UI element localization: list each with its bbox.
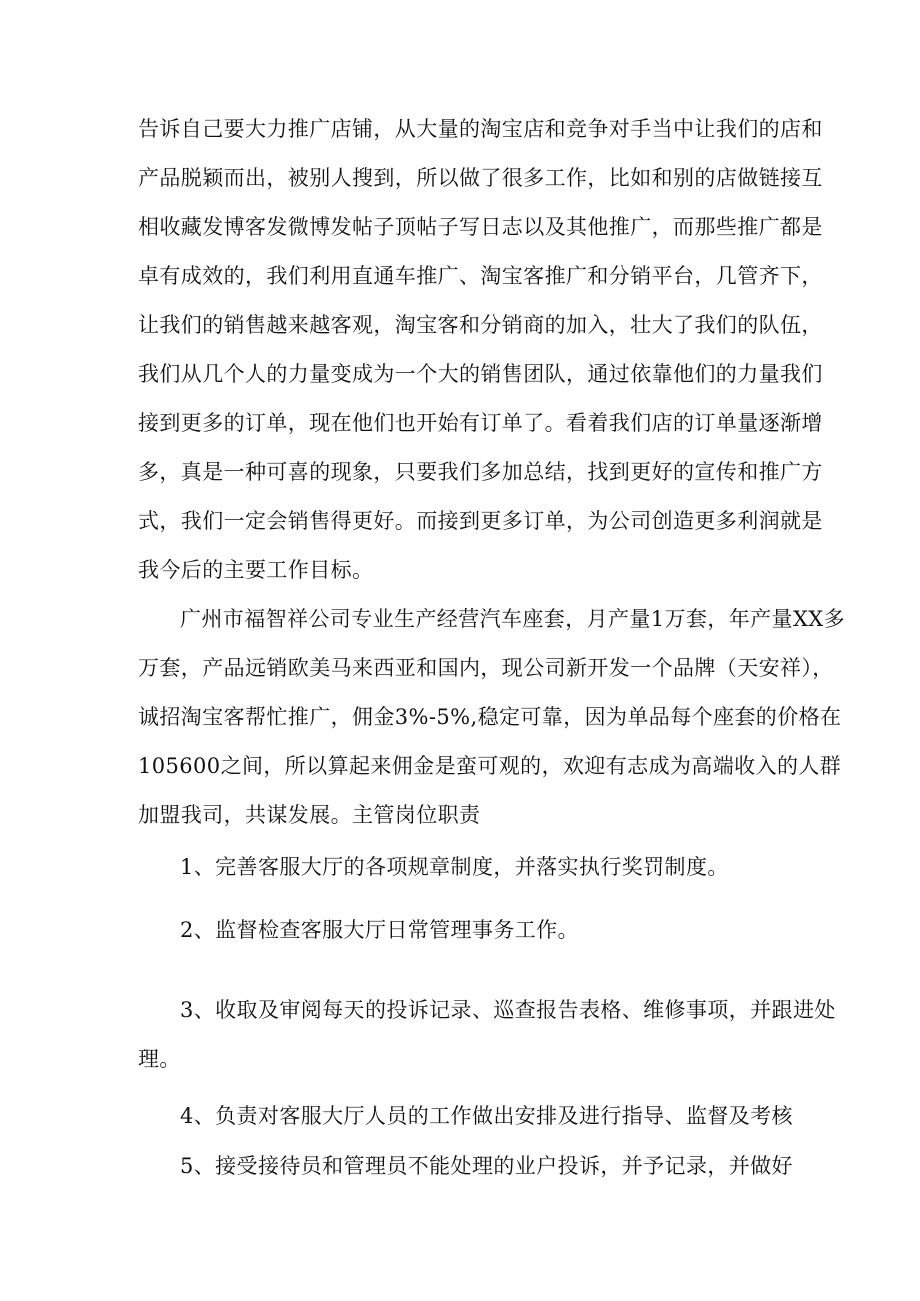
paragraph1-line-7: 接到更多的订单，现在他们也开始有订单了。看着我们店的订单量逐渐增	[138, 411, 823, 435]
paragraph1-line-4: 卓有成效的，我们利用直通车推广、淘宝客推广和分销平台，几管齐下，	[138, 264, 823, 288]
paragraph1-line-6: 我们从几个人的力量变成为一个大的销售团队，通过依靠他们的力量我们	[138, 362, 823, 386]
paragraph1-line-8: 多，真是一种可喜的现象，只要我们多加总结，找到更好的宣传和推广方	[138, 460, 823, 484]
paragraph1-line-5: 让我们的销售越来越客观，淘宝客和分销商的加入，壮大了我们的队伍，	[138, 313, 823, 337]
paragraph2-line-4: 105600之间，所以算起来佣金是蛮可观的，欢迎有志成为高端收入的人群	[138, 754, 842, 778]
duty-item-3-line-1: 3、收取及审阅每天的投诉记录、巡查报告表格、维修事项，并跟进处	[180, 998, 836, 1022]
paragraph2-line-5: 加盟我司，共谋发展。主管岗位职责	[138, 803, 481, 827]
paragraph1-line-9: 式，我们一定会销售得更好。而接到更多订单，为公司创造更多利润就是	[138, 509, 823, 533]
duty-item-5: 5、接受接待员和管理员不能处理的业户投诉，并予记录，并做好	[180, 1154, 793, 1178]
paragraph1-line-2: 产品脱颖而出，被别人搜到，所以做了很多工作，比如和别的店做链接互	[138, 166, 823, 190]
duty-item-2: 2、监督检查客服大厅日常管理事务工作。	[180, 918, 579, 942]
paragraph1-line-10: 我今后的主要工作目标。	[138, 558, 374, 582]
duty-item-1: 1、完善客服大厅的各项规章制度，并落实执行奖罚制度。	[180, 855, 729, 879]
paragraph2-line-3: 诚招淘宝客帮忙推广，佣金3%-5%,稳定可靠，因为单品每个座套的价格在	[138, 705, 842, 729]
duty-item-3-line-2: 理。	[138, 1047, 181, 1071]
paragraph1-line-3: 相收藏发博客发微博发帖子顶帖子写日志以及其他推广，而那些推广都是	[138, 215, 823, 239]
paragraph1-line-1: 告诉自己要大力推广店铺，从大量的淘宝店和竞争对手当中让我们的店和	[138, 117, 823, 141]
paragraph2-line-1: 广州市福智祥公司专业生产经营汽车座套，月产量1万套，年产量XX多	[180, 607, 846, 631]
duty-item-4: 4、负责对客服大厅人员的工作做出安排及进行指导、监督及考核	[180, 1104, 793, 1128]
paragraph2-line-2: 万套，产品远销欧美马来西亚和国内，现公司新开发一个品牌（天安祥），	[138, 656, 834, 680]
